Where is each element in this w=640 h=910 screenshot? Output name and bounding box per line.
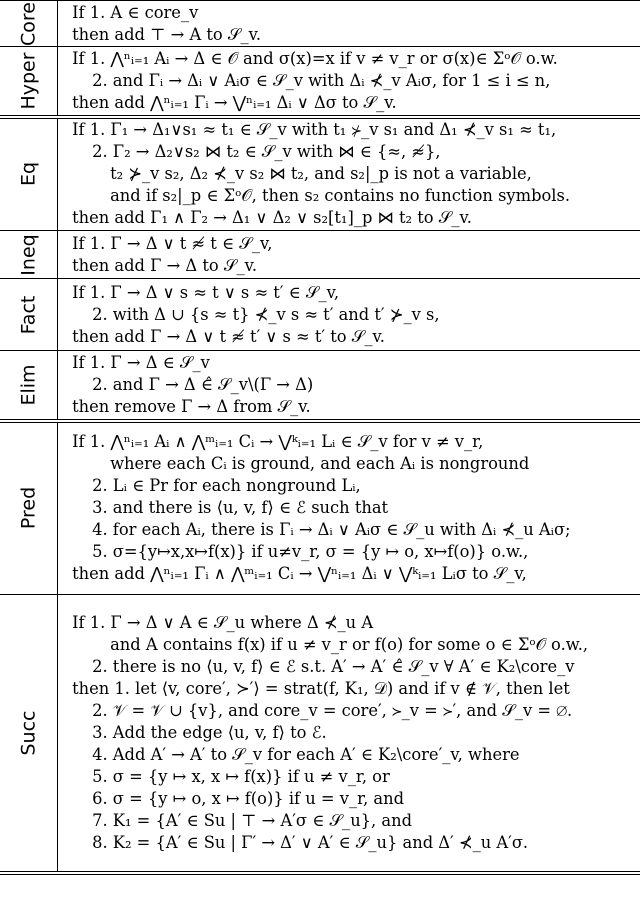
- rule-line: then add Γ₁ ∧ Γ₂ → Δ₁ ∨ Δ₂ ∨ s₂[t₁]_p ⋈ t₂ to 𝒮_v.: [72, 208, 472, 228]
- rule-name-cell: [0, 595, 58, 873]
- rule-line: If 1. Γ → Δ ∨ s ≈ t ∨ s ≈ t′ ∈ 𝒮_v,: [72, 282, 340, 302]
- rule-line: then remove Γ → Δ from 𝒮_v.: [72, 396, 311, 416]
- rule-line: 4. Add A′ → A′ to 𝒮_v for each A′ ∈ K₂\core′_v, where: [92, 744, 520, 764]
- rule-row-pred: [0, 421, 640, 595]
- rule-line: If 1. Γ₁ → Δ₁∨s₁ ≈ t₁ ∈ 𝒮_v with t₁ ⊁_v s₁ and Δ₁ ⊀_v s₁ ≈ t₁,: [72, 120, 557, 140]
- rule-line: where each Cᵢ is ground, and each Aᵢ is nonground: [110, 454, 530, 474]
- rule-line: then add ⊤ → A to 𝒮_v.: [72, 24, 262, 44]
- rule-body-cell: [58, 279, 640, 351]
- rule-body-cell: [58, 421, 640, 595]
- rule-name-cell: [0, 231, 58, 279]
- rule-row-eq: [0, 117, 640, 231]
- rule-name-label: Ineq: [17, 233, 40, 276]
- rule-name-label: Core: [17, 1, 40, 46]
- rule-line: 4. for each Aᵢ, there is Γᵢ → Δᵢ ∨ Aᵢσ ∈ 𝒮_u with Δᵢ ⊀_u Aᵢσ;: [92, 520, 571, 540]
- rule-line: then add Γ → Δ ∨ t ≉ t′ ∨ s ≈ t′ to 𝒮_v.: [72, 326, 385, 346]
- rule-line: and if s₂|_p ∈ Σᵒ𝒪, then s₂ contains no function symbols.: [110, 186, 571, 206]
- rule-name-label: Eq: [17, 162, 40, 187]
- rule-line: If 1. A ∈ core_v: [72, 2, 199, 22]
- rule-name-label: Fact: [17, 295, 40, 334]
- rule-row-fact: [0, 279, 640, 351]
- rule-body-cell: [58, 47, 640, 117]
- rule-line: 7. K₁ = {A′ ∈ Su | ⊤ → A′σ ∈ 𝒮_u}, and: [92, 810, 413, 830]
- rule-row-core: [0, 1, 640, 47]
- rule-line: then add Γ → Δ to 𝒮_v.: [72, 255, 258, 275]
- rule-name-label: Elim: [17, 364, 40, 406]
- rule-name-cell: [0, 421, 58, 595]
- rule-line: and A contains f(x) if u ≠ v_r or f(o) for some o ∈ Σᵒ𝒪 o.w.,: [110, 634, 589, 654]
- rule-line: 8. K₂ = {A′ ∈ Su | Γ′ → Δ′ ∨ A′ ∈ 𝒮_u} and Δ′ ⊀_u A′σ.: [92, 832, 529, 852]
- rules-body: [0, 1, 640, 873]
- rule-name-cell: [0, 351, 58, 421]
- rule-name-label: Pred: [17, 487, 40, 530]
- rule-body-cell: [58, 351, 640, 421]
- rule-line: 2. and Γᵢ → Δᵢ ∨ Aᵢσ ∈ 𝒮_v with Δᵢ ⊀_v Aᵢσ, for 1 ≤ i ≤ n,: [92, 70, 551, 90]
- rule-line: 3. Add the edge ⟨u, v, f⟩ to ℰ.: [92, 722, 327, 742]
- rule-name-cell: [0, 47, 58, 117]
- rule-line: If 1. ⋀ⁿᵢ₌₁ Aᵢ → Δ ∈ 𝒪 and σ(x)=x if v ≠ v_r or σ(x)∈ Σᵒ𝒪 o.w.: [72, 48, 558, 68]
- rule-line: 2. with Δ ∪ {s ≈ t} ⊀_v s ≈ t′ and t′ ⊁_v s,: [92, 304, 440, 324]
- rule-line: 2. Lᵢ ∈ Pr for each nonground Lᵢ,: [92, 476, 361, 496]
- rule-line: 6. σ = {y ↦ o, x ↦ f(o)} if u = v_r, and: [92, 788, 405, 808]
- rule-line: If 1. ⋀ⁿᵢ₌₁ Aᵢ ∧ ⋀ᵐᵢ₌₁ Cᵢ → ⋁ᵏᵢ₌₁ Lᵢ ∈ 𝒮_v for v ≠ v_r,: [72, 432, 484, 452]
- rule-name-cell: [0, 279, 58, 351]
- rule-line: 2. there is no ⟨u, v, f⟩ ∈ ℰ s.t. A′ → A′ ∈̂ 𝒮_v ∀ A′ ∈ K₂\core_v: [92, 656, 575, 676]
- rule-line: then 1. let ⟨v, core′, ≻′⟩ = strat(f, K₁, 𝒟) and if v ∉ 𝒱, then let: [72, 678, 570, 698]
- rule-line: If 1. Γ → Δ ∨ A ∈ 𝒮_u where Δ ⊀_u A: [72, 612, 374, 632]
- rule-name-label: Hyper: [17, 52, 40, 110]
- rule-line: 3. and there is ⟨u, v, f⟩ ∈ ℰ such that: [92, 498, 389, 518]
- rule-line: 2. and Γ → Δ ∈̂ 𝒮_v\(Γ → Δ): [92, 374, 314, 394]
- rule-body-cell: [58, 595, 640, 873]
- rule-row-hyper: [0, 47, 640, 117]
- rule-line: t₂ ⊁_v s₂, Δ₂ ⊀_v s₂ ⋈ t₂, and s₂|_p is not a variable,: [110, 164, 532, 184]
- rule-row-elim: [0, 351, 640, 421]
- rule-line: then add ⋀ⁿᵢ₌₁ Γᵢ → ⋁ⁿᵢ₌₁ Δᵢ ∨ Δσ to 𝒮_v.: [72, 92, 397, 112]
- rule-body-cell: [58, 1, 640, 47]
- rule-line: 5. σ = {y ↦ x, x ↦ f(x)} if u ≠ v_r, or: [92, 766, 390, 786]
- rule-body-cell: [58, 117, 640, 231]
- rule-line: 2. Γ₂ → Δ₂∨s₂ ⋈ t₂ ∈ 𝒮_v with ⋈ ∈ {≈, ≉},: [92, 142, 441, 162]
- rule-line: If 1. Γ → Δ ∨ t ≉ t ∈ 𝒮_v,: [72, 233, 273, 253]
- rule-row-succ: [0, 595, 640, 873]
- rule-line: then add ⋀ⁿᵢ₌₁ Γᵢ ∧ ⋀ᵐᵢ₌₁ Cᵢ → ⋁ⁿᵢ₌₁ Δᵢ ∨ ⋁ᵏᵢ₌₁ Lᵢσ to 𝒮_v,: [72, 564, 527, 584]
- rule-line: 2. 𝒱 = 𝒱 ∪ {v}, and core_v = core′, ≻_v = ≻′, and 𝒮_v = ∅.: [92, 700, 573, 720]
- rule-line: If 1. Γ → Δ ∈ 𝒮_v: [72, 352, 210, 372]
- rule-name-cell: [0, 117, 58, 231]
- rule-name-cell: [0, 1, 58, 47]
- rule-line: 5. σ={y↦x,x↦f(x)} if u≠v_r, σ = {y ↦ o, x↦f(o)} o.w.,: [92, 542, 529, 562]
- rule-body-cell: [58, 231, 640, 279]
- rule-row-ineq: [0, 231, 640, 279]
- rule-name-label: Succ: [17, 710, 40, 756]
